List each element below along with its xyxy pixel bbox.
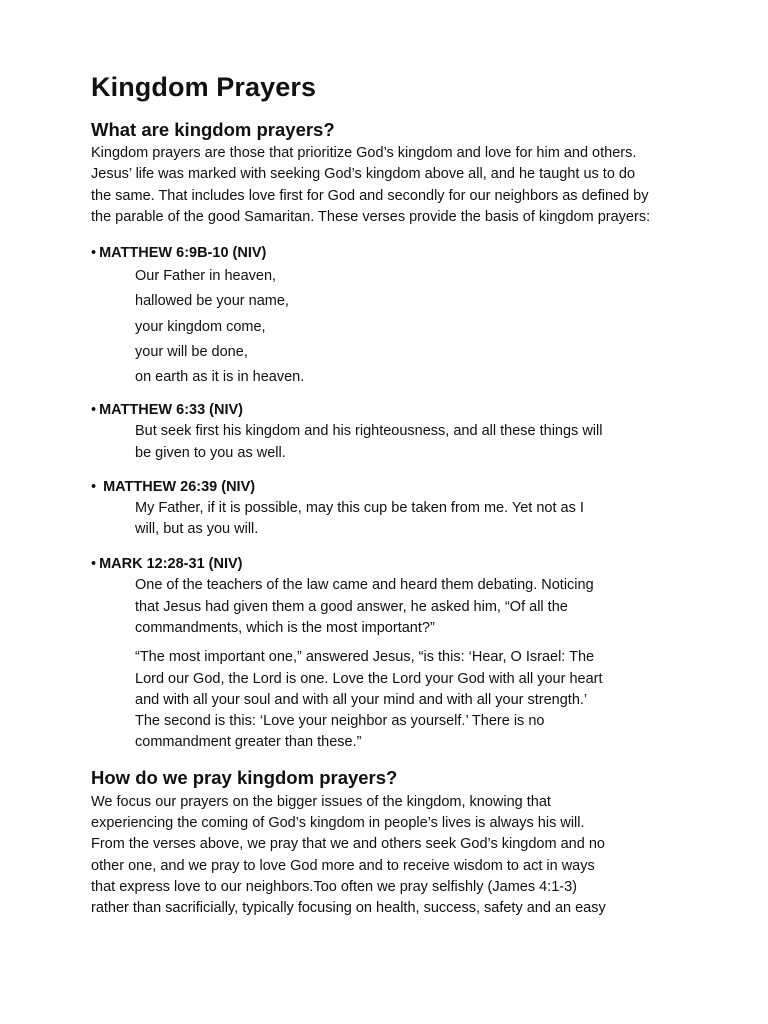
how-line: From the verses above, we pray that we and others seek God’s kingdom and no	[91, 836, 605, 853]
how-line: experiencing the coming of God’s kingdom in people’s lives is always his will.	[91, 815, 585, 832]
verse-reference-text: MARK 12:28-31 (NIV)	[99, 556, 243, 573]
verse-reference-text: MATTHEW 6:33 (NIV)	[99, 402, 244, 419]
verse-line: that Jesus had given them a good answer, he asked him, “Of all the	[135, 598, 568, 615]
verse-line: hallowed be your name,	[135, 293, 289, 310]
intro-line: Kingdom prayers are those that prioritize God’s kingdom and love for him and others.	[91, 145, 637, 161]
how-line: that express love to our neighbors.Too often we pray selfishly (James 4:1-3)	[91, 878, 577, 895]
verse-line: on earth as it is in heaven.	[135, 369, 305, 385]
verse-line: be given to you as well.	[135, 444, 286, 461]
how-paragraph	[91, 792, 691, 920]
verse-block-matthew-26-39	[91, 476, 691, 541]
verse-reference	[91, 476, 691, 498]
intro-line: the same. That includes love first for God and secondly for our neighbors as defined by	[91, 187, 649, 204]
verse-line: your kingdom come,	[135, 318, 266, 335]
verse-line: commandment greater than these.”	[135, 734, 362, 751]
verse-line: One of the teachers of the law came and heard them debating. Noticing	[135, 577, 594, 594]
verse-text	[135, 421, 691, 464]
verse-paragraph	[135, 647, 691, 753]
bullet: •	[91, 245, 97, 262]
document-page	[91, 70, 691, 920]
intro-paragraph	[91, 143, 691, 228]
verse-line: your will be done,	[135, 343, 248, 360]
verse-line: My Father, if it is possible, may this cup be taken from me. Yet not as I	[135, 499, 584, 516]
verse-text	[135, 575, 691, 753]
verse-reference-text: MATTHEW 6:9B-10 (NIV)	[99, 245, 267, 262]
verse-reference	[91, 553, 691, 575]
verse-line: Lord our God, the Lord is one. Love the Lord your God with all your heart	[135, 670, 603, 687]
verse-block-matthew-6-9	[91, 242, 691, 390]
verse-line: Our Father in heaven,	[135, 268, 277, 285]
verse-block-mark-12-28	[91, 553, 691, 753]
verse-line: commandments, which is the most important?”	[135, 619, 435, 636]
intro-line: the parable of the good Samaritan. These verses provide the basis of kingdom prayers:	[91, 208, 651, 225]
verse-block-matthew-6-33	[91, 399, 691, 464]
verse-line: and with all your soul and with all your mind and with all your strength.’	[135, 691, 588, 708]
verse-line: The second is this: ‘Love your neighbor as yourself.’ There is no	[135, 713, 545, 730]
verse-line: will, but as you will.	[135, 521, 259, 538]
bullet: •	[91, 402, 97, 419]
section-heading-how: How do we pray kingdom prayers?	[91, 766, 398, 788]
verse-text	[135, 498, 691, 541]
intro-line: Jesus’ life was marked with seeking God’s kingdom above all, and he taught us to do	[91, 166, 636, 183]
verse-reference	[91, 242, 691, 264]
verse-reference-text: MATTHEW 26:39 (NIV)	[103, 478, 256, 495]
section-heading-what: What are kingdom prayers?	[91, 119, 335, 140]
bullet: •	[91, 478, 97, 495]
bullet: •	[91, 556, 97, 573]
how-line: We focus our prayers on the bigger issues of the kingdom, knowing that	[91, 793, 551, 810]
page-title: Kingdom Prayers	[91, 72, 317, 102]
verse-text	[135, 264, 691, 390]
verse-line: “The most important one,” answered Jesus, “is this: ‘Hear, O Israel: The	[135, 649, 595, 666]
how-line: other one, and we pray to love God more and to receive wisdom to act in ways	[91, 857, 595, 874]
verse-line: But seek first his kingdom and his righteousness, and all these things will	[135, 423, 603, 440]
how-line: rather than sacrificially, typically focusing on health, success, safety and an easy	[91, 900, 606, 917]
verse-reference	[91, 399, 691, 421]
